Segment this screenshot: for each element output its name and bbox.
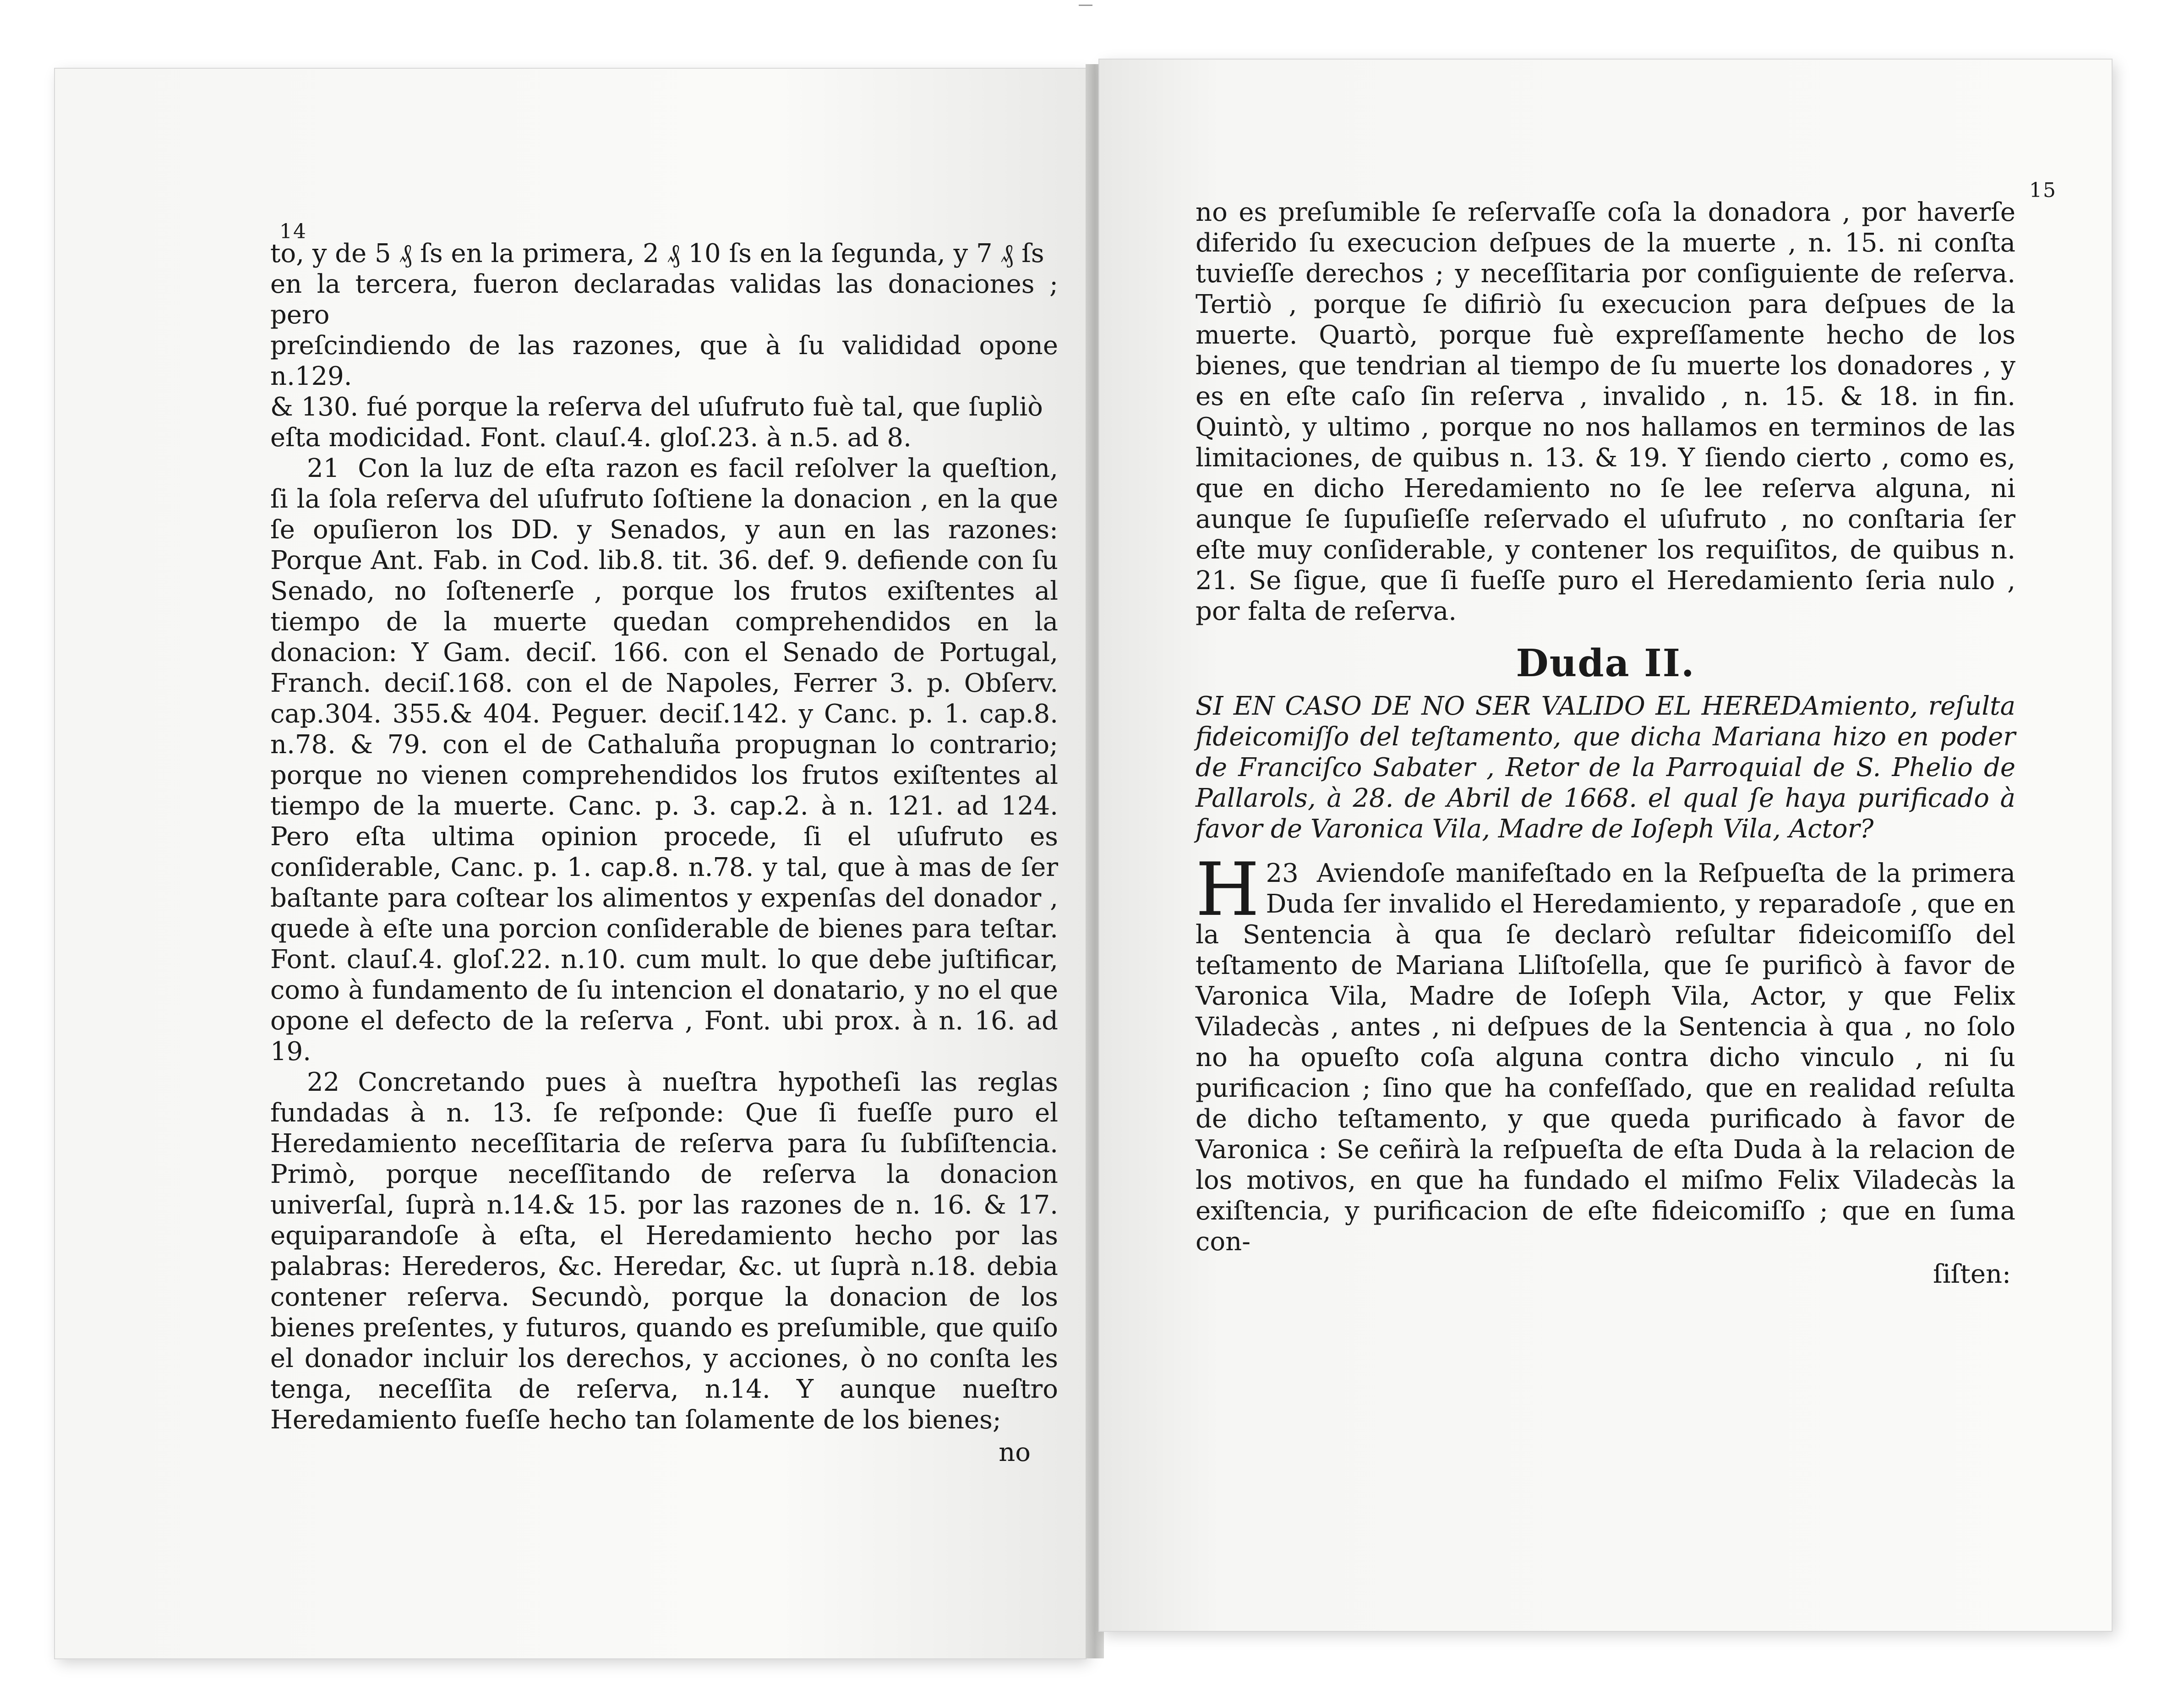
text-line: & 130. fué porque la reſerva del uſufruto fuè tal, que ſupliò [270, 392, 1043, 422]
catchword-left: no [999, 1438, 1031, 1467]
text-line: preſcindiendo de las razones, que à ſu valididad opone n.129. [270, 331, 1058, 391]
right-page [1099, 60, 2112, 1631]
paragraph-number: 23 [1266, 859, 1299, 888]
text-line: en la tercera, fueron declaradas validas las donaciones ; pero [270, 269, 1058, 330]
paragraph-text: Aviendoſe manifeſtado en la Reſpueſta de la primera Duda ſer invalido el Heredamiento, y reparadoſe , que en la Sentencia à qua ſe declarò reſultar fideicomiſſo del teſtamento de Mariana Lliſtoſella, que ſe purificò à favor de Varonica Vila, Madre de Ioſeph Vila, Actor, y que Felix Viladecàs , antes , ni deſpues de la Sentencia à qua , no ſolo no ha opueſto coſa alguna contra dicho vinculo , ni ſu purificacion ; ſino que ha confeſſado, que en realidad reſulta de dicho teſtamento, y que queda purificado à favor de Varonica : Se ceñirà la reſpueſta de eſta Duda à la relacion de los motivos, en que ha fundado el miſmo Felix Viladecàs la exiſtencia, y purificacion de eſte fideicomiſſo ; que en ſuma con- [1196, 859, 2015, 1257]
left-page-text [270, 238, 1058, 1468]
right-page-text [1196, 197, 2015, 1290]
paragraph-number: 22 [307, 1067, 340, 1097]
paragraph-text: Con la luz de eſta razon es facil reſolver la queſtion, ſi la ſola reſerva del uſufruto ſoſtiene la donacion , en la que ſe opuſieron los DD. y Senados, y aun en las razones: Porque Ant. Fab. in Cod. lib.8. tit. 36. def. 9. defiende con ſu Senado, no ſoſtenerſe , porque los frutos exiſtentes al tiempo de la muerte quedan comprehendidos en la donacion: Y Gam. deciſ. 166. con el Senado de Portugal, Franch. deciſ.168. con el de Napoles, Ferrer 3. p. Obſerv. cap.304. 355.& 404. Peguer. deciſ.142. y Canc. p. 1. cap.8. n.78. & 79. con el de Cathaluña propugnan lo contrario; porque no vienen comprehendidos los frutos exiſtentes al tiempo de la muerte. Canc. p. 3. cap.2. à n. 121. ad 124. Pero eſta ultima opinion procede, ſi el uſufruto es conſiderable, Canc. p. 1. cap.8. n.78. y tal, que à mas de ſer baſtante para coſtear los alimentos y expenſas del donador , quede à eſte una porcion conſiderable de bienes para teſtar. Font. clauſ.4. gloſ.22. n.10. cum mult. lo que debe juſtificar, como à fundamento de ſu intencion el donatario, y no el que opone el defecto de la reſerva , Font. ubi prox. à n. 16. ad 19. [270, 454, 1058, 1067]
paragraph-number: 21 [307, 454, 340, 483]
catchword-right: ſiſten: [1933, 1259, 2011, 1289]
continuation-text: no es preſumible ſe reſervaſſe coſa la donadora , por haverſe diferido ſu execucion deſpues de la muerte , n. 15. ni conſta tuvieſſe derechos ; y neceſſitaria por conſiguiente de reſerva. Tertiò , porque ſe difiriò ſu execucion para deſpues de la muerte. Quartò, porque fuè expreſſamente hecho de los bienes, que tendrian al tiempo de ſu muerte los donadores , y es en eſte caſo ſin reſerva , invalido , n. 15. & 18. in fin. Quintò, y ultimo , porque no nos hallamos en terminos de las limitaciones, de quibus n. 13. & 19. Y ſiendo cierto , como es, que en dicho Heredamiento no ſe lee reſerva alguna, ni aunque ſe ſupuſieſſe reſervado el uſufruto , no conſtaria ſer eſte muy conſiderable, y contener los requiſitos, de quibus n. 21. Se ſigue, que ſi fueſſe puro el Heredamiento ſeria nulo , por falta de reſerva. [1196, 197, 2015, 626]
section-heading: Duda II. [1516, 641, 1695, 685]
left-page [55, 69, 1086, 1658]
top-edge-mark [1079, 5, 1092, 6]
paragraph-22 [270, 1067, 1058, 1435]
text-line: to, y de 5 ₰ ſs en la primera, 2 ₰ 10 ſs en la ſegunda, y 7 ₰ ſs [270, 239, 1044, 268]
page-number-right: 15 [2029, 179, 2057, 202]
drop-cap: H [1196, 847, 1260, 932]
text-line: eſta modicidad. Font. clauſ.4. gloſ.23. à n.5. ad 8. [270, 423, 912, 453]
question-text: SI EN CASO DE NO SER VALIDO EL HEREDAmiento, reſulta fideicomiſſo del teſtamento, que dicha Mariana hizo en poder de Franciſco Sabater , Retor de la Parroquial de S. Phelio de Pallarols, à 28. de Abril de 1668. el qual ſe haya purificado à favor de Varonica Vila, Madre de Ioſeph Vila, Actor? [1196, 691, 2015, 844]
paragraph-text: Concretando pues à nueſtra hypotheſi las reglas fundadas à n. 13. ſe reſponde: Que ſi fueſſe puro el Heredamiento neceſſitaria de reſerva para ſu ſubſiſtencia. Primò, porque neceſſitando de reſerva la donacion univerſal, ſuprà n.14.& 15. por las razones de n. 16. & 17. equiparandoſe à eſta, el Heredamiento hecho por las palabras: Herederos, &c. Heredar, &c. ut ſuprà n.18. debia contener reſerva. Secundò, porque la donacion de los bienes preſentes, y futuros, quando es preſumible, que quiſo el donador incluir los derechos, y acciones, ò no conſta les tenga, neceſſita de reſerva, n.14. Y aunque nueſtro Heredamiento fueſſe hecho tan ſolamente de los bienes; [270, 1067, 1058, 1435]
paragraph-23 [1196, 847, 2015, 1257]
paragraph-21 [270, 453, 1058, 1067]
page-number-left: 14 [279, 220, 307, 243]
